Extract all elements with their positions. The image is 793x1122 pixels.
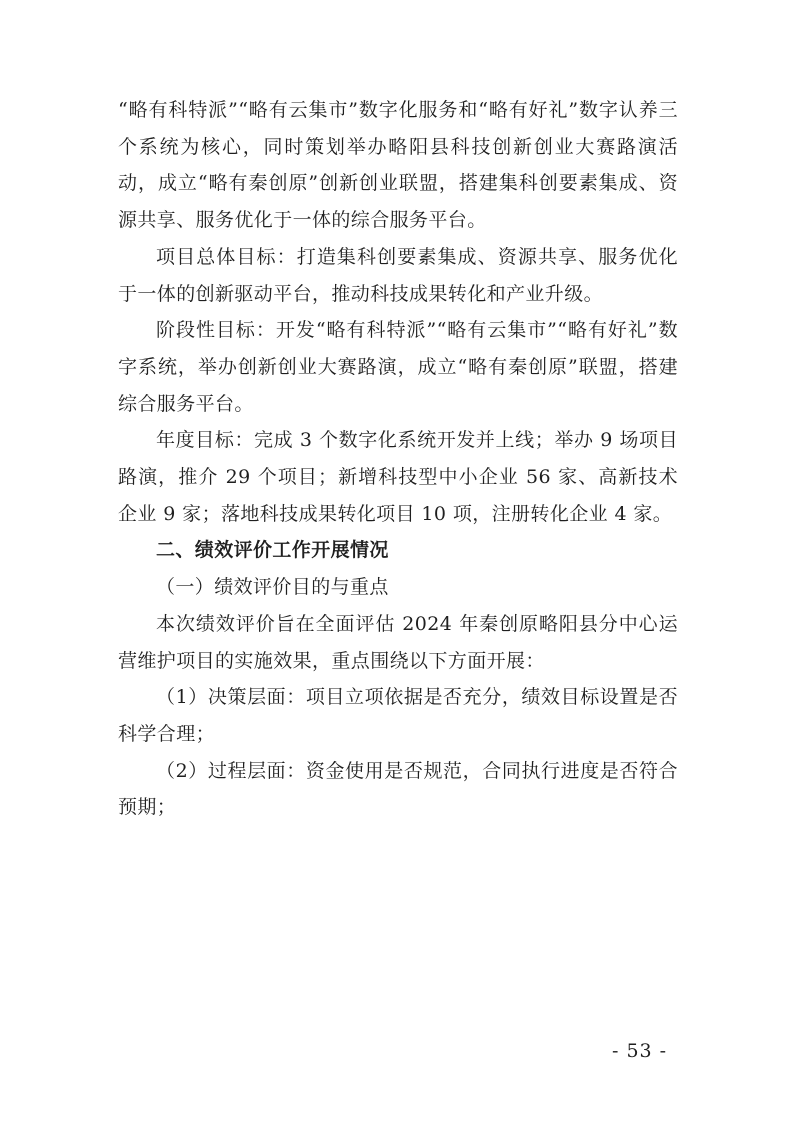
paragraph-evaluation-intro: 本次绩效评价旨在全面评估 2024 年秦创原略阳县分中心运营维护项目的实施效果，重点围绕以下方面开展： [118, 612, 678, 672]
paragraph-process-level: （2）过程层面：资金使用是否规范，合同执行进度是否符合预期； [118, 759, 678, 819]
body-text [118, 92, 678, 826]
page-number: - 53 - [612, 1040, 668, 1062]
paragraph-overall-goal: 项目总体目标：打造集科创要素集成、资源共享、服务优化于一体的创新驱动平台，推动科技成果转化和产业升级。 [118, 245, 678, 305]
subsection-heading: （一）绩效评价目的与重点 [156, 576, 389, 599]
paragraph-annual-goal: 年度目标：完成 3 个数字化系统开发并上线；举办 9 场项目路演，推介 29 个项目；新增科技型中小企业 56 家、高新技术企业 9 家；落地科技成果转化项目 10 项，注册转化企业 4 家。 [118, 429, 678, 525]
paragraph-decision-level: （1）决策层面：项目立项依据是否充分，绩效目标设置是否科学合理； [118, 686, 678, 745]
section-heading: 二、绩效评价工作开展情况 [156, 539, 389, 562]
paragraph-continuation: “略有科特派”“略有云集市”数字化服务和“略有好礼”数字认养三个系统为核心，同时策划举办略阳县科技创新创业大赛路演活动，成立“略有秦创原”创新创业联盟，搭建集科创要素集成、资源共享、服务优化于一体的综合服务平台。 [118, 99, 678, 232]
paragraph-stage-goal: 阶段性目标：开发“略有科特派”“略有云集市”“略有好礼”数字系统，举办创新创业大赛路演，成立“略有秦创原”联盟，搭建综合服务平台。 [118, 319, 678, 415]
